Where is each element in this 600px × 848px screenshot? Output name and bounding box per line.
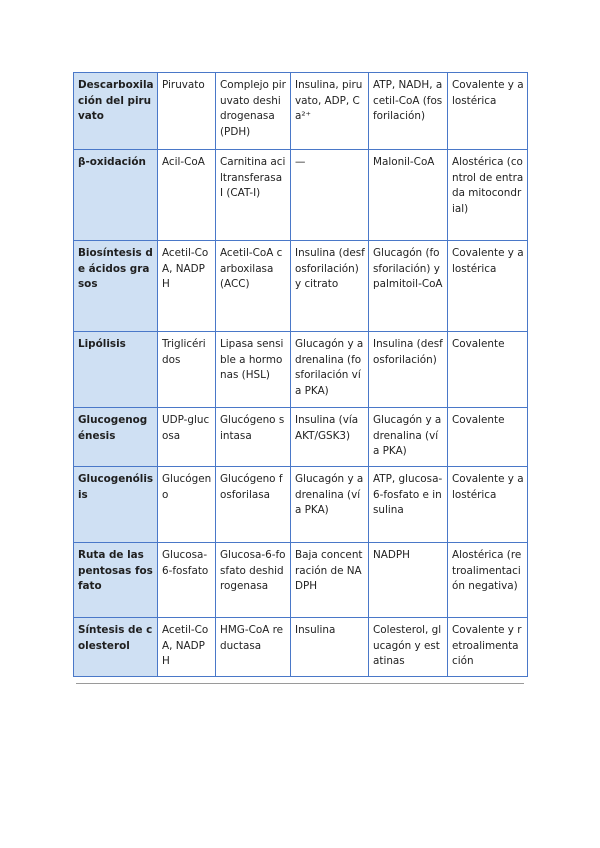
substrate-cell: Glucógeno [158,467,216,543]
table-row [74,332,528,408]
substrate-cell: Acil-CoA [158,150,216,241]
enzyme-cell: Glucógeno fosforilasa [216,467,291,543]
regulation-type-cell: Covalente y retroalimentación [448,618,528,677]
pathway-cell: β-oxidación [74,150,158,241]
horizontal-divider [76,683,524,684]
regulation-type-cell: Alostérica (control de entrada mitocondrial) [448,150,528,241]
inhibitors-cell: Glucagón (fosforilación) y palmitoil-CoA [369,241,448,332]
inhibitors-cell: ATP, glucosa-6-fosfato e insulina [369,467,448,543]
inhibitors-cell: Glucagón y adrenalina (vía PKA) [369,408,448,467]
pathway-cell: Síntesis de colesterol [74,618,158,677]
activators-cell: Glucagón y adrenalina (vía PKA) [291,467,369,543]
pathway-cell: Glucogenólisis [74,467,158,543]
substrate-cell: Triglicéridos [158,332,216,408]
enzyme-cell: Glucosa-6-fosfato deshidrogenasa [216,543,291,618]
inhibitors-cell: Malonil-CoA [369,150,448,241]
enzyme-cell: Carnitina aciltransferasa I (CAT-I) [216,150,291,241]
enzyme-cell: Acetil-CoA carboxilasa (ACC) [216,241,291,332]
activators-cell: Baja concentración de NADPH [291,543,369,618]
pathway-cell: Descarboxilación del piruvato [74,73,158,150]
substrate-cell: Acetil-CoA, NADPH [158,241,216,332]
table-row [74,467,528,543]
regulation-table-container [73,72,527,677]
substrate-cell: UDP-glucosa [158,408,216,467]
enzyme-cell: Lipasa sensible a hormonas (HSL) [216,332,291,408]
activators-cell: Insulina [291,618,369,677]
metabolic-regulation-table [73,72,528,677]
table-row [74,73,528,150]
enzyme-cell: Complejo piruvato deshidrogenasa (PDH) [216,73,291,150]
substrate-cell: Piruvato [158,73,216,150]
regulation-type-cell: Alostérica (retroalimentación negativa) [448,543,528,618]
inhibitors-cell: Colesterol, glucagón y estatinas [369,618,448,677]
pathway-cell: Lipólisis [74,332,158,408]
table-row [74,150,528,241]
inhibitors-cell: NADPH [369,543,448,618]
pathway-cell: Glucogenogénesis [74,408,158,467]
regulation-type-cell: Covalente [448,332,528,408]
regulation-type-cell: Covalente y alostérica [448,73,528,150]
pathway-cell: Biosíntesis de ácidos grasos [74,241,158,332]
table-row [74,241,528,332]
activators-cell: Insulina, piruvato, ADP, Ca²⁺ [291,73,369,150]
enzyme-cell: HMG-CoA reductasa [216,618,291,677]
table-row [74,408,528,467]
table-row [74,543,528,618]
substrate-cell: Acetil-CoA, NADPH [158,618,216,677]
activators-cell: Insulina (vía AKT/GSK3) [291,408,369,467]
pathway-cell: Ruta de las pentosas fosfato [74,543,158,618]
table-row [74,618,528,677]
inhibitors-cell: Insulina (desfosforilación) [369,332,448,408]
substrate-cell: Glucosa-6-fosfato [158,543,216,618]
inhibitors-cell: ATP, NADH, acetil-CoA (fosforilación) [369,73,448,150]
activators-cell: Glucagón y adrenalina (fosforilación vía PKA) [291,332,369,408]
regulation-type-cell: Covalente y alostérica [448,467,528,543]
regulation-type-cell: Covalente y alostérica [448,241,528,332]
activators-cell: — [291,150,369,241]
regulation-type-cell: Covalente [448,408,528,467]
enzyme-cell: Glucógeno sintasa [216,408,291,467]
activators-cell: Insulina (desfosforilación) y citrato [291,241,369,332]
